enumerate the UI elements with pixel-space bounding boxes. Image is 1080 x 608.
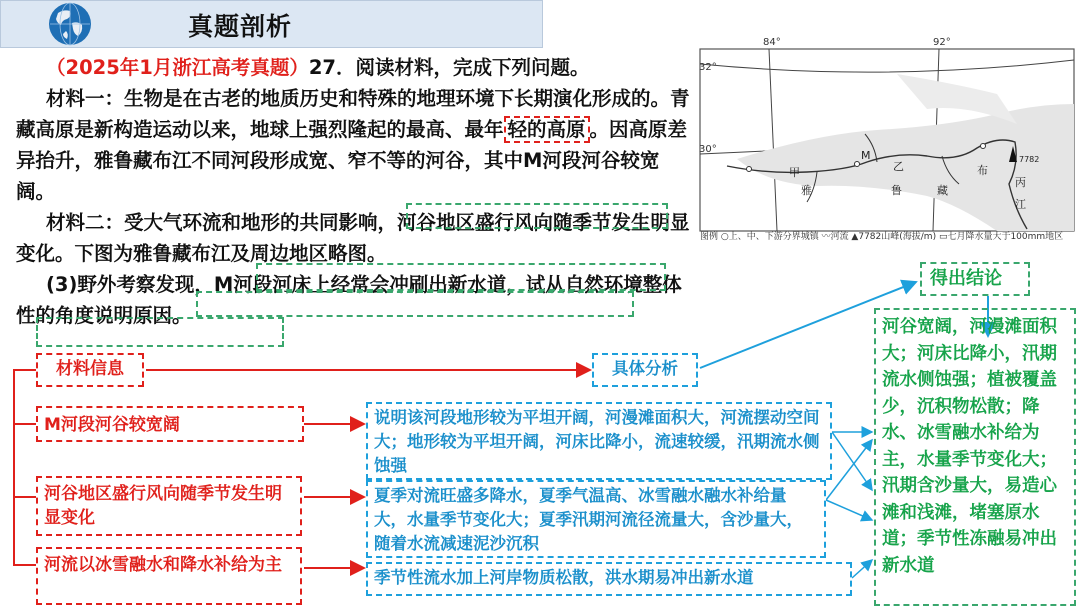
info-m-valley-wide: M河段河谷较宽阔 (36, 406, 304, 442)
material-two: 材料二：受大气环流和地形的共同影响，河谷地区盛行风向随季节发生明显变化。下图为雅鲁藏布江及周边地区略图。 (16, 211, 690, 265)
info-seasonal-wind: 河谷地区盛行风向随季节发生明显变化 (36, 476, 302, 536)
question-3: (3)野外考察发现，M河段河床上经常会冲刷出新水道，试从自然环境整体性的角度说明原因。 (16, 273, 682, 327)
lon-label-84: 84° (763, 37, 781, 48)
map-label-jiang: 江 (1015, 198, 1026, 211)
map-label-m: M (861, 149, 871, 162)
info-meltwater-supply: 河流以冰雪融水和降水补给为主 (36, 547, 302, 605)
peak-elevation: 7782 (1019, 155, 1040, 164)
map-legend: 图例 ○上、中、下游分界城镇 〰河流 ▲7782山峰(海拔/m) ▭七月降水量大于100mm地区 (700, 232, 1064, 242)
analysis-climate: 夏季对流旺盛多降水，夏季气温高、冰雪融水融水补给量大，水量季节变化大；夏季汛期河流径流量大，含沙量大，随着水流减速泥沙沉积 (366, 480, 826, 558)
exam-source: （2025年1月浙江高考真题） (46, 56, 309, 79)
answer-text: 河谷宽阔，河漫滩面积大；河床比降小，汛期流水侧蚀强；植被覆盖少，沉积物松散；降水、冰雪融水补给为主，水量季节变化大；汛期含沙量大，易造心滩和浅滩，堵塞原水道；季节性冻融易冲出新水道 (882, 317, 1057, 576)
lon-label-92: 92° (933, 37, 951, 48)
conclusion-label: 得出结论 (930, 268, 1002, 289)
map-label-lu: 鲁 (891, 184, 902, 197)
map-label-yi: 乙 (893, 160, 904, 173)
lat-label-32: 32° (699, 62, 717, 73)
page-title: 真题剖析 (188, 12, 293, 41)
question-intro: （2025年1月浙江高考真题）27．阅读材料，完成下列问题。 (46, 56, 590, 79)
map-label-jia: 甲 (789, 166, 800, 179)
material-info-box: 材料信息 (36, 353, 144, 387)
material-one: 材料一：生物是在古老的地质历史和特殊的地理环境下长期演化形成的。青藏高原是新构造运动以来，地球上强烈隆起的最高、最年 轻的高原 。因高原差异抬升，雅鲁藏布江不同河段形成宽、窄不等的河谷，其中M河段河谷较宽阔。 (16, 87, 690, 203)
lat-label-30: 30° (699, 144, 717, 155)
analysis-box: 具体分析 (592, 353, 698, 387)
map-label-ya: 雅 (801, 184, 812, 197)
analysis-seasonal-flow: 季节性流水加上河岸物质松散，洪水期易冲出新水道 (366, 562, 852, 596)
map-label-bu: 布 (977, 164, 988, 177)
map-label-zang: 藏 (937, 184, 948, 197)
highlight-young-plateau: 轻的高原 (504, 116, 590, 143)
map-label-bing: 丙 (1015, 176, 1026, 189)
analysis-terrain: 说明该河段地形较为平坦开阔，河漫滩面积大，河流摆动空间大；地形较为平坦开阔，河床比降小，流速较缓，汛期流水侧蚀强 (366, 402, 832, 480)
